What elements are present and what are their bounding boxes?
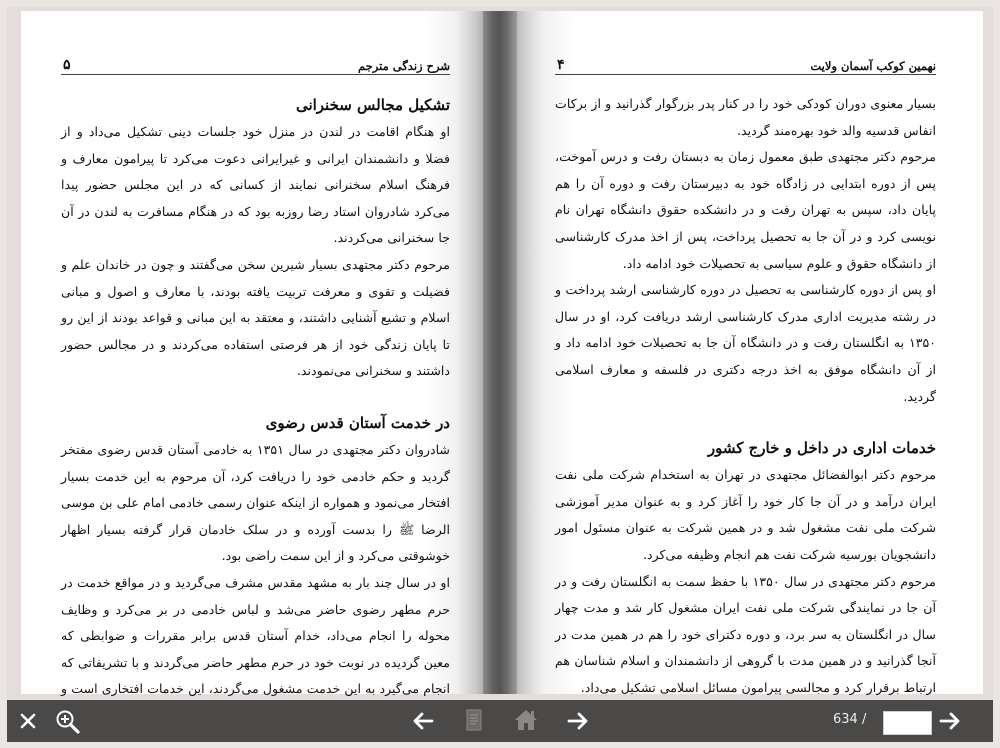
close-icon[interactable] <box>19 712 37 730</box>
right-page-number: ۴ <box>557 57 565 73</box>
right-page <box>510 11 983 694</box>
zoom-in-icon[interactable] <box>55 709 81 735</box>
bottom-toolbar <box>7 700 993 742</box>
pages-icon[interactable] <box>464 708 484 732</box>
left-page-number: ۵ <box>63 57 71 73</box>
left-page-header <box>61 58 450 75</box>
section-heading: خدمات اداری در داخل و خارج کشور <box>707 439 936 458</box>
next-page-icon[interactable] <box>566 711 590 731</box>
paragraph: شادروان دکتر مجتهدی در سال ۱۳۵۱ به خادمی آستان قدس رضوی مفتخر گردید و حکم خادمی خود را دریافت کرد، آن مرحوم به این خدمت بسیار افتخار می‌نمود و همواره از اینکه عنوان رسمی خادمی امام علی بن موسی الرضا ﷺ را بدست آورده و در سلک خادمان قرار گرفته بسیار اظهار خوشوقتی می‌کرد و از این سمت راضی بود. <box>61 441 450 564</box>
section-heading: در خدمت آستان قدس رضوی <box>265 413 450 432</box>
go-to-page-icon[interactable] <box>938 711 962 731</box>
paragraph: او هنگام اقامت در لندن در منزل خود جلسات دینی تشکیل می‌داد و از فضلا و دانشمندان ایرانی و غیرایرانی دعوت می‌کرد تا پیرامون معارف و فرهنگ اسلام سخنرانی نمایند از کسانی که در این مجلس حضور پیدا می‌کرد شادروان استاد رضا روزبه بود که در هنگام مسافرت به لندن در آن جا سخنرانی می‌کردند. <box>61 124 450 246</box>
paragraph: او پس از دوره کارشناسی به تحصیل در دوره کارشناسی ارشد پرداخت و در رشته مدیریت اداری مدرک کارشناسی ارشد دریافت کرد، او در سال ۱۳۵۰ به انگلستان رفت و در دانشگاه آن جا به تحصیلات خود ادامه داد و از آن دانشگاه موفق به اخذ درجه دکتری در فلسفه و معارف اسلامی گردید. <box>555 282 936 404</box>
book-spine <box>483 11 517 694</box>
paragraph: بسیار معنوی دوران کودکی خود را در کنار پدر بزرگوار گذرانید و از برکات انفاس قدسیه والد خود بهره‌مند گردید. <box>555 96 936 138</box>
left-header-title: شرح زندگی مترجم <box>358 59 450 73</box>
left-page-body <box>61 91 450 729</box>
paragraph: مرحوم دکتر مجتهدی در سال ۱۳۵۰ با حفظ سمت به انگلستان رفت و در آن جا در نمایندگی شرکت ملی نفت ایران مشغول کار شد و مدت چهار سال در انگلستان به سر برد، و دوره دکترای خود را هم در همین مدت در آنجا گذرانید و در همین مدت با گروهی از دانشمندان و اسلام شناسان هم ارتباط برقرار کرد و مجالسی پیرامون مسائل اسلامی تشکیل می‌داد. <box>555 573 936 695</box>
right-page-body <box>555 91 936 701</box>
paragraph: مرحوم دکتر ابوالفضائل مجتهدی در تهران به استخدام شرکت ملی نفت ایران درآمد و در آن جا کار خود را آغاز کرد و به عنوان مدیر آموزشی شرکت ملی نفت مشغول شد و در همین شرکت به عنوان مسئول امور دانشجویان بورسیه شرکت نفت هم انجام وظیفه می‌کرد. <box>555 467 936 562</box>
page-count: 634 / <box>833 712 867 727</box>
section-heading: تشکیل مجالس سخنرانی <box>295 96 450 114</box>
prev-page-icon[interactable] <box>411 711 435 731</box>
page-number-input[interactable] <box>883 711 932 735</box>
home-icon[interactable] <box>513 708 539 732</box>
right-header-title: نهمین کوکب آسمان ولایت <box>810 59 936 73</box>
left-page <box>21 11 490 697</box>
paragraph: مرحوم دکتر مجتهدی بسیار شیرین سخن می‌گفتند و چون در خاندان علم و فضیلت و تقوی و معرفت تربیت یافته بودند، با معارف و اصول و مبانی اسلام و تشیع آشنایی داشتند، و معتقد به این مبانی و قواعد بودند از این رو تا پایان زندگی خود از هر فرصتی استفاده می‌کردند و در مجالس حضور داشتند و سخنرانی می‌نمودند. <box>61 256 450 379</box>
right-page-header <box>555 58 936 75</box>
paragraph: او در سال چند بار به مشهد مقدس مشرف می‌گردید و در مواقع خدمت در حرم مطهر رضوی حاضر می‌شد و لباس خادمی در بر می‌کرد و وظایف محوله را انجام می‌داد، خدام آستان قدس برابر مقررات و ضوابطی که معین گردیده در نوبت خود در حرم مطهر حاضر می‌گردند و با تشریفاتی که انجام می‌گیرد به این خدمت مشغول می‌گردند، این خدمات افتخاری است و <box>61 574 450 697</box>
paragraph: مرحوم دکتر مجتهدی طبق معمول زمان به دبستان رفت و درس آموخت، پس از دوره ابتدایی در زادگاه خود به دبیرستان رفت و دوره آن را هم پایان داد، سپس به تهران رفت و در دانشکده حقوق دانشگاه تهران نام نویسی کرد و در آن جا به تحصیل پرداخت، پس از اخذ مدرک کارشناسی از دانشگاه حقوق و علوم سیاسی به تحصیلات خود ادامه داد. <box>555 149 936 271</box>
